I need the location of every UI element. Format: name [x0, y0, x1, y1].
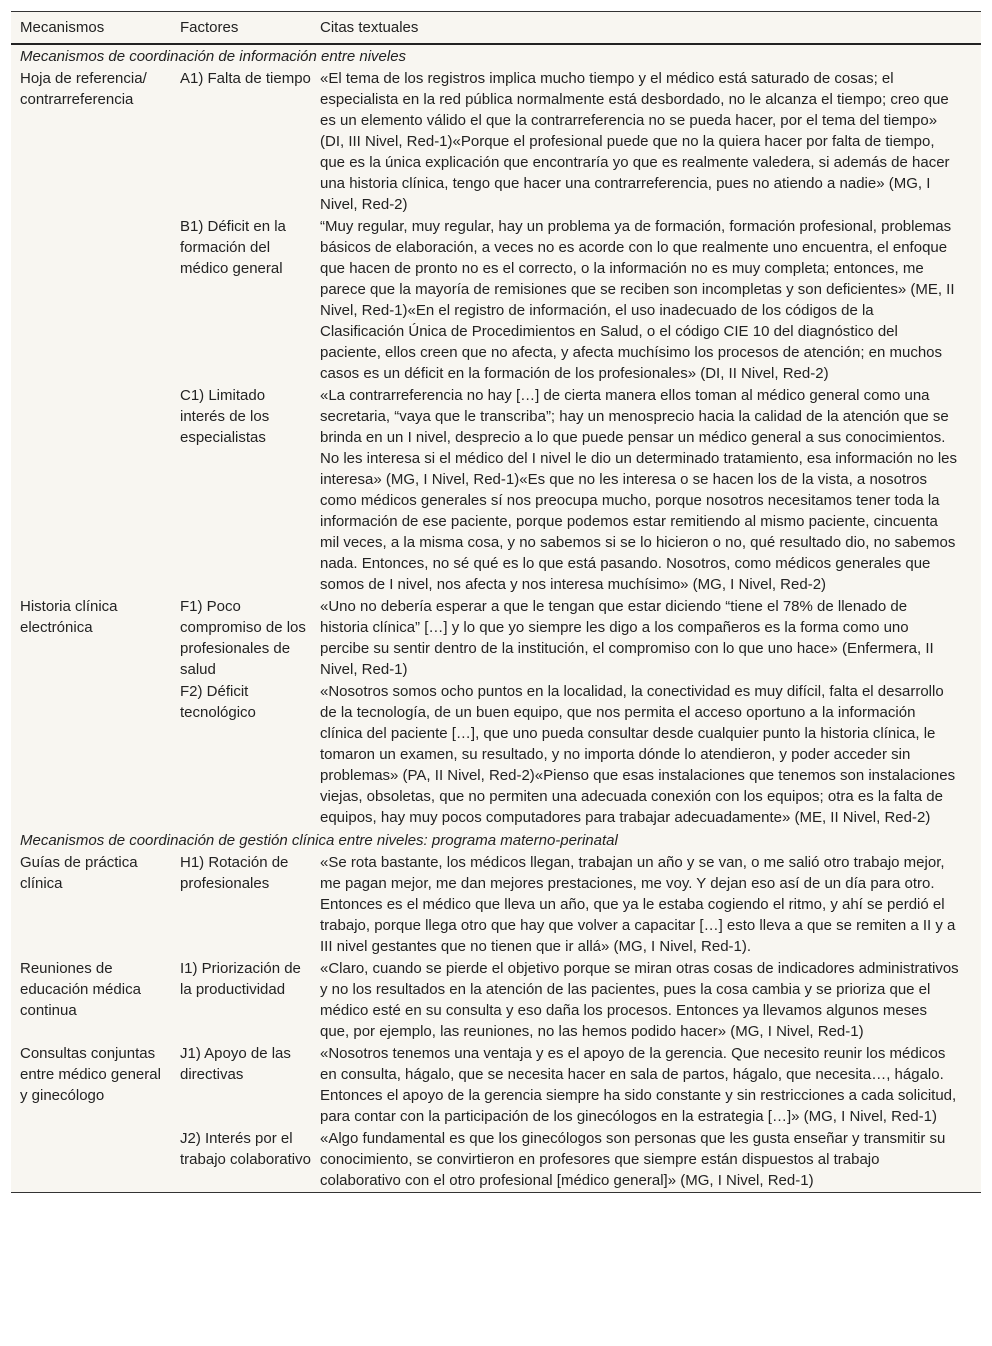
quote-cell: «Claro, cuando se pierde el objetivo porque se miran otras cosas de indicadores administrativos y no los resultados en la atención de las pacientes, pues la cosa cambia y se prioriza que el médico esté en su consulta y eso daña los procesos. Entonces ya llevamos algunos meses que, por ejemplo, las reuniones, no las hemos podido hacer» (MG, I Nivel, Red-1) — [320, 960, 959, 1040]
section-title: Mecanismos de coordinación de información entre niveles — [20, 48, 407, 65]
mechanism-cell — [11, 216, 171, 385]
section-row — [11, 44, 981, 68]
table-row — [11, 385, 981, 596]
quote-cell: «Nosotros somos ocho puntos en la localidad, la conectividad es muy difícil, falta el desarrollo de la tecnología, de un buen equipo, que nos permita el acceso oportuno a la información clínica del paciente […], que uno pueda consultar desde cualquier punto la historia clínica, le tomaron un examen, su resultado, y no importa dónde lo atendieron, y poder acceder sin problemas» (PA, II Nivel, Red-2)«Pienso que esas instalaciones que tenemos son instalaciones viejas, obsoletas, que no permiten una adecuada conexión con los equipos; otra es la falta de equipos, hay muy pocos computadores para trabajar adecuadamente» (ME, II Nivel, Red-2) — [320, 683, 956, 826]
mechanism-cell — [11, 1128, 171, 1192]
quote-cell: «Algo fundamental es que los ginecólogos son personas que les gusta enseñar y transmitir su conocimiento, se convirtieron en profesores que siempre están dispuestos al trabajo colaborativo con el otro profesional [médico general]» (MG, I Nivel, Red-1) — [320, 1130, 946, 1189]
quote-cell: «La contrarreferencia no hay […] de cierta manera ellos toman al médico general como una secretaria, “vaya que le transcriba”; hay un menosprecio hacia la calidad de la atención que se brinda en un I nivel, desprecio a lo que puede pensar un médico general a sus conocimientos. No les interesa si el médico del I nivel le dio un determinado tratamiento, esa información no les interesa» (MG, I Nivel, Red-1)«Es que no les interesa o se hacen los de la vista, a nosotros como médicos generales sí nos preocupa mucho, porque nosotros necesitamos tener toda la información de ese paciente, porque podemos estar remitiendo al mismo paciente, cincuenta mil veces, a la misma cosa, y no sabemos si se lo hicieron o no, qué resultado dio, no sabemos nada. Entonces, no sé qué es lo que está pasando. Nosotros, como médicos generales que somos de I nivel, nos afecta y nos interesa muchísimo» (MG, I Nivel, Red-2) — [320, 387, 958, 593]
header-quotes: Citas textuales — [311, 12, 981, 44]
header-factors: Factores — [171, 12, 311, 44]
table-row — [11, 216, 981, 385]
table-row — [11, 852, 981, 958]
table-row — [11, 596, 981, 681]
header-mechanisms: Mecanismos — [11, 12, 171, 44]
table-row — [11, 681, 981, 829]
factor-cell: F2) Déficit tecnológico — [180, 683, 256, 721]
quote-cell: «El tema de los registros implica mucho tiempo y el médico está saturado de cosas; el especialista en la red pública normalmente está desbordado, no le alcanza el tiempo; creo que es un elemento válido el que la contrarreferencia no se pueda hacer, por el tema del tiempo» (DI, III Nivel, Red-1)«Porque el profesional puede que no la quiera hacer por falta de tiempo, que es la única explicación que encontraría yo que es realmente valedera, si además de hacer una historia clínica, tengo que hacer una contrarreferencia, pues no atiendo a nadie» (MG, I Nivel, Red-2) — [320, 70, 950, 213]
mechanism-cell: Hoja de referencia/ contrarreferencia — [20, 70, 147, 108]
mechanism-cell: Consultas conjuntas entre médico general y ginecólogo — [20, 1045, 161, 1104]
section-row — [11, 829, 981, 852]
factor-cell: B1) Déficit en la formación del médico general — [180, 218, 286, 277]
quotes-table-container — [11, 11, 981, 1193]
factor-cell: F1) Poco compromiso de los profesionales de salud — [180, 598, 306, 678]
factor-cell: J2) Interés por el trabajo colaborativo — [180, 1130, 311, 1168]
quotes-table — [11, 12, 981, 1192]
table-row — [11, 958, 981, 1043]
mechanism-cell: Reuniones de educación médica continua — [20, 960, 141, 1019]
table-row — [11, 1128, 981, 1192]
factor-cell: H1) Rotación de profesionales — [180, 854, 289, 892]
table-header-row — [11, 12, 981, 44]
factor-cell: I1) Priorización de la productividad — [180, 960, 301, 998]
factor-cell: A1) Falta de tiempo — [180, 70, 311, 87]
mechanism-cell: Historia clínica electrónica — [20, 598, 118, 636]
table-row — [11, 68, 981, 216]
quote-cell: “Muy regular, muy regular, hay un problema ya de formación, formación profesional, problemas básicos de elaboración, a veces no es acorde con lo que realmente uno encuentra, el enfoque que hacen de pronto no es el correcto, o la información no es muy completa; entonces, me parece que la mayoría de remisiones que se reciben son incompletas y son deficientes» (ME, II Nivel, Red-1)«En el registro de información, el uso inadecuado de los códigos de la Clasificación Única de Procedimientos en Salud, o el código CIE 10 del diagnóstico del paciente, ellos creen que no afecta, y afecta muchísimo los procesos de atención; en muchos casos es un déficit en la formación de los profesionales» (DI, II Nivel, Red-2) — [320, 218, 955, 382]
mechanism-cell — [11, 681, 171, 829]
quote-cell: «Nosotros tenemos una ventaja y es el apoyo de la gerencia. Que necesito reunir los médicos en consulta, hágalo, que se necesita hacer en sala de partos, hágalo, que necesita…, hágalo. Entonces el apoyo de la gerencia siempre ha sido constante y sin restricciones a cada solicitud, para contar con la participación de los ginecólogos en la estrategia […]» (MG, I Nivel, Red-1) — [320, 1045, 957, 1125]
factor-cell: J1) Apoyo de las directivas — [180, 1045, 291, 1083]
factor-cell: C1) Limitado interés de los especialistas — [180, 387, 270, 446]
mechanism-cell — [11, 385, 171, 596]
quote-cell: «Se rota bastante, los médicos llegan, trabajan un año y se van, o me salió otro trabajo mejor, me pagan mejor, me dan mejores prestaciones, me voy. Y dejan eso así de un día para otro. Entonces es el médico que lleva un año, que ya le estaba cogiendo el ritmo, y ahí se perdió el trabajo, porque llega otro que hay que volver a capacitar […] esto lleva a que se remiten a II y a III nivel gestantes que no tienen que ir allá» (MG, I Nivel, Red-1). — [320, 854, 956, 955]
quote-cell: «Uno no debería esperar a que le tengan que estar diciendo “tiene el 78% de llenado de historia clínica” […] y lo que yo siempre les digo a los compañeros es la forma como uno percibe su sentir dentro de la institución, el compromiso con lo que uno hace» (Enfermera, II Nivel, Red-1) — [320, 598, 934, 678]
table-row — [11, 1043, 981, 1128]
section-title: Mecanismos de coordinación de gestión clínica entre niveles: programa materno-perinatal — [20, 832, 618, 849]
mechanism-cell: Guías de práctica clínica — [20, 854, 138, 892]
